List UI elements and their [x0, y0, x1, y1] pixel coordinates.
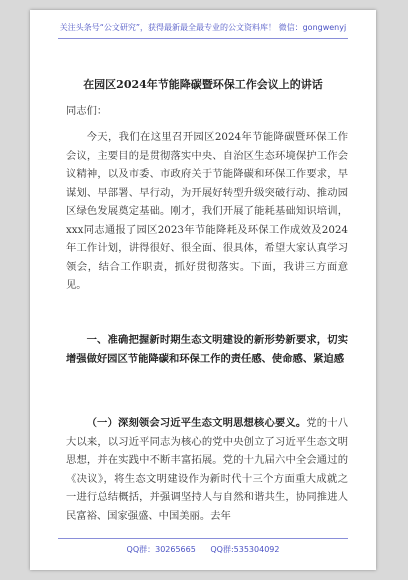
- header-promo: 关注头条号“公文研究”，获得最新最全最专业的公文资料库！ 微信：gongwenyj: [59, 23, 347, 32]
- footer-qq-group-1: QQ群：30265665: [126, 545, 196, 554]
- subsection-heading-1: （一）深刻领会习近平生态文明思想核心要义。: [86, 417, 307, 429]
- footer-qq-group-2: QQ群:535304092: [210, 545, 280, 554]
- header-divider: [58, 38, 348, 39]
- paragraph-1: 今天，我们在这里召开园区2024年节能降碳暨环保工作会议，主要目的是贯彻落实中央、自治区生态环境保护工作会议精神，以及市委、市政府关于节能降碳和环保工作要求，早谋划、早部署、早行动，为开展好转型升级突破行动、推动园区绿色发展奠定基础。刚才，我们开展了能耗基础知识培训，xxx同志通报了园区2023年节能降耗及环保工作成效及2024年工作计划，讲得很好、很全面、很具体，希望大家认真学习领会，结合工作职责，抓好贯彻落实。下面，我讲三方面意见。: [66, 131, 348, 291]
- document-page: [30, 10, 376, 570]
- footer: [30, 544, 376, 555]
- paragraph-2-container: [66, 414, 348, 525]
- section-heading-1: 一、准确把握新时期生态文明建设的新形势新要求，切实增强做好园区节能降碳和环保工作的责任感、使命感、紧迫感: [66, 334, 348, 365]
- salutation: 同志们：: [66, 105, 108, 117]
- document-title: 在园区2024年节能降碳暨环保工作会议上的讲话: [83, 78, 323, 91]
- paragraph-2: 党的十八大以来，以习近平同志为核心的党中央创立了习近平生态文明思想，并在实践中不断丰富拓展。党的十九届六中全会通过的《决议》，将生态文明建设作为新时代十三个方面重大成就之一进行总结概括，并强调坚持人与自然和谐共生，协同推进人民富裕、国家强盛、中国美丽。去年: [66, 417, 349, 522]
- footer-divider: [58, 538, 348, 539]
